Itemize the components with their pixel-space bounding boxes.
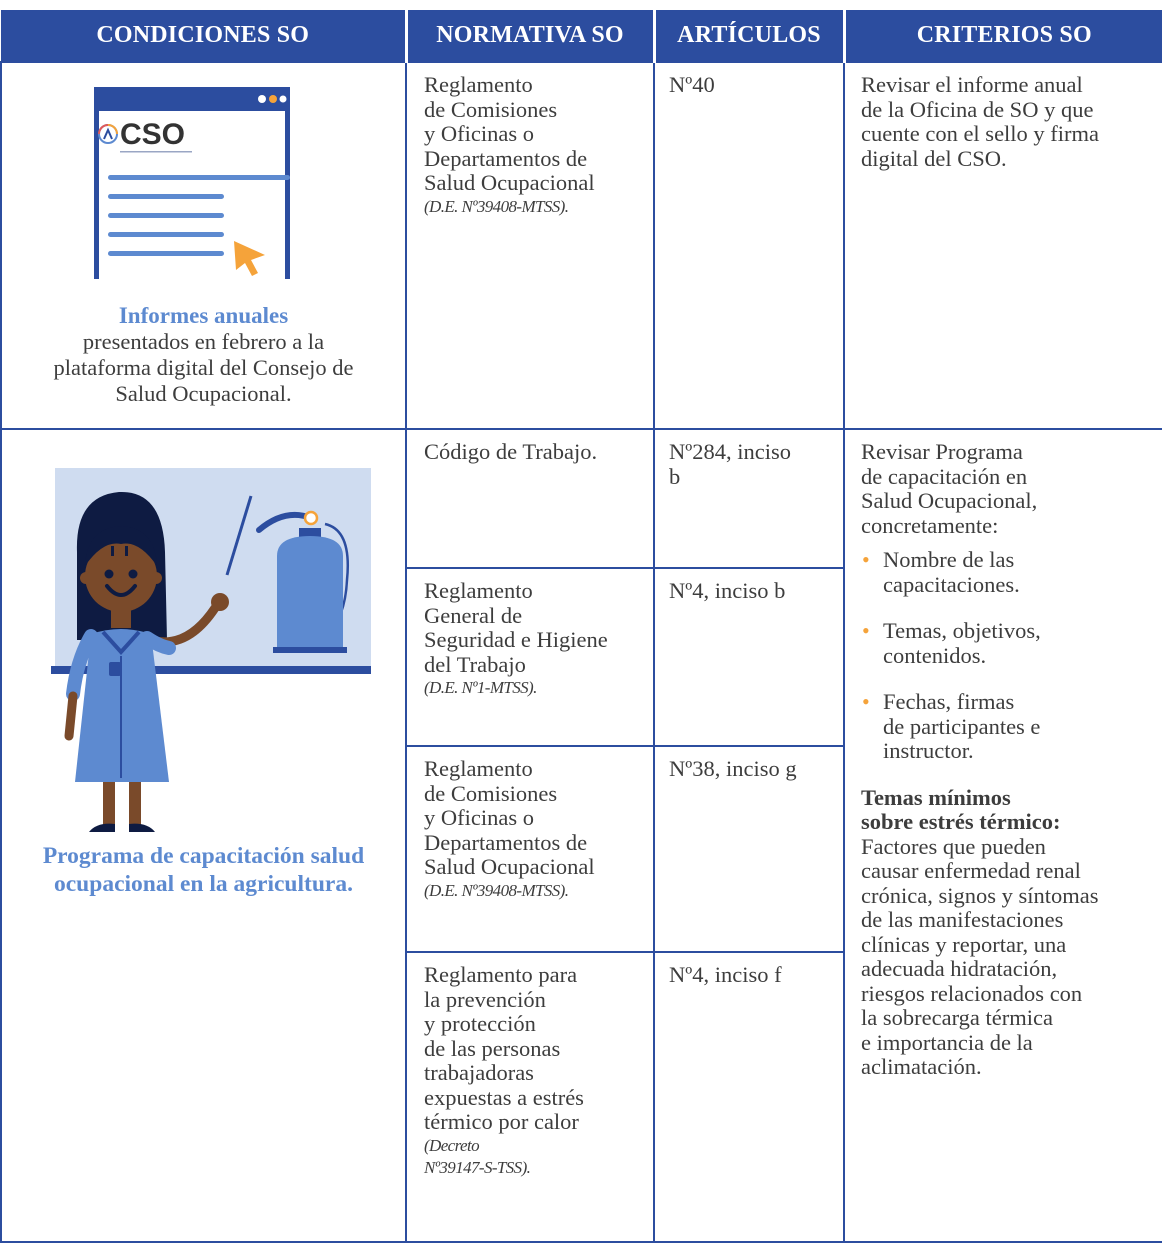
header-condiciones: CONDICIONES SO bbox=[1, 10, 406, 62]
normativa-line: del Trabajo bbox=[424, 651, 526, 677]
normativa-decree: (D.E. Nº39408-MTSS). bbox=[424, 880, 569, 900]
articulo-text: b bbox=[669, 463, 681, 489]
criterio-body bbox=[861, 835, 1150, 1080]
normativa-line: Salud Ocupacional bbox=[424, 170, 595, 195]
body-line: e importancia de la bbox=[861, 1029, 1033, 1055]
criterio-line: digital del CSO. bbox=[861, 145, 1007, 171]
normativa-decree: (D.E. Nº39408-MTSS). bbox=[424, 196, 569, 216]
normativa-line: térmico por calor bbox=[424, 1109, 579, 1134]
header-normativa: NORMATIVA SO bbox=[406, 10, 654, 62]
normativa-cell-capacitacion-3 bbox=[406, 746, 654, 952]
normativa-line: la prevención bbox=[424, 986, 546, 1012]
body-line: riesgos relacionados con bbox=[861, 980, 1083, 1006]
bullet-dot-icon: • bbox=[862, 547, 870, 572]
criterio-line: Salud Ocupacional, bbox=[861, 488, 1038, 513]
body-line: Factores que pueden bbox=[861, 833, 1046, 859]
body-line: crónica, signos y síntomas bbox=[861, 882, 1099, 908]
bullet-dot-icon: • bbox=[862, 689, 870, 714]
browser-window-icon bbox=[82, 87, 308, 279]
normativa-line: y protección bbox=[424, 1011, 536, 1036]
table-row-informes bbox=[1, 62, 1162, 429]
articulo-text: Nº40 bbox=[669, 72, 715, 97]
bullet-line: contenidos. bbox=[883, 642, 987, 668]
requirements-table bbox=[0, 10, 1162, 1243]
normativa-line: expuestas a estrés bbox=[424, 1084, 584, 1110]
criterio-bullet bbox=[861, 690, 1150, 764]
bold-line: sobre estrés térmico: bbox=[861, 809, 1061, 834]
condition-cell-informes bbox=[1, 62, 406, 429]
bullet-line: instructor. bbox=[883, 738, 974, 763]
normativa-line: Salud Ocupacional bbox=[424, 854, 595, 879]
articulo-cell-capacitacion-3 bbox=[654, 746, 844, 952]
criterio-bold-heading bbox=[861, 786, 1150, 835]
criterio-cell-capacitacion bbox=[844, 429, 1162, 1242]
condition-line: plataforma digital del Consejo de bbox=[53, 355, 354, 380]
condition-line: Salud Ocupacional. bbox=[115, 381, 292, 406]
normativa-line: y Oficinas o bbox=[424, 805, 534, 830]
criterio-line: concretamente: bbox=[861, 512, 999, 538]
bullet-line: Nombre de las bbox=[883, 547, 1015, 572]
condition-line: presentados en febrero a la bbox=[82, 329, 325, 354]
articulo-cell-informes bbox=[654, 62, 844, 429]
condition-title-line: Programa de capacitación salud bbox=[42, 843, 365, 869]
criterio-line: de capacitación en bbox=[861, 463, 1028, 489]
header-row bbox=[1, 10, 1162, 62]
bold-line: Temas mínimos bbox=[861, 784, 1011, 810]
articulo-text: Nº284, inciso bbox=[669, 439, 791, 464]
normativa-line: Reglamento bbox=[424, 756, 533, 781]
normativa-cell-capacitacion-2 bbox=[406, 568, 654, 746]
normativa-line: Departamentos de bbox=[424, 829, 588, 855]
normativa-line: Reglamento bbox=[424, 578, 533, 603]
header-articulos: ARTÍCULOS bbox=[654, 10, 844, 62]
condition-cell-capacitacion bbox=[1, 429, 406, 1242]
criterio-line: cuente con el sello y firma bbox=[861, 121, 1100, 146]
normativa-decree: (Decreto bbox=[424, 1135, 479, 1155]
articulo-text: Nº4, inciso f bbox=[669, 962, 782, 987]
normativa-decree: Nº39147-S-TSS). bbox=[424, 1157, 531, 1177]
cso-logo-text: CSO bbox=[120, 118, 186, 151]
normativa-line: Reglamento para bbox=[424, 962, 578, 987]
articulo-cell-capacitacion-4 bbox=[654, 952, 844, 1242]
normativa-line: trabajadoras bbox=[424, 1060, 534, 1085]
articulo-text: Nº4, inciso b bbox=[669, 578, 786, 603]
body-line: aclimatación. bbox=[861, 1054, 982, 1079]
bullet-line: de participantes e bbox=[883, 713, 1041, 739]
criterio-bullet bbox=[861, 548, 1150, 597]
bullet-line: Temas, objetivos, bbox=[883, 618, 1041, 643]
header-criterios: CRITERIOS SO bbox=[844, 10, 1162, 62]
normativa-line: General de bbox=[424, 602, 523, 628]
normativa-decree: (D.E. Nº1-MTSS). bbox=[424, 678, 537, 697]
normativa-cell-capacitacion-1 bbox=[406, 429, 654, 568]
body-line: la sobrecarga térmica bbox=[861, 1005, 1053, 1030]
normativa-cell-capacitacion-4 bbox=[406, 952, 654, 1242]
normativa-line: de las personas bbox=[424, 1035, 561, 1061]
condition-text-informes bbox=[2, 303, 405, 407]
bullet-line: Fechas, firmas bbox=[883, 689, 1015, 714]
normativa-line: Reglamento bbox=[424, 72, 533, 97]
normativa-line: de Comisiones bbox=[424, 96, 558, 122]
body-line: causar enfermedad renal bbox=[861, 858, 1081, 883]
normativa-line: Departamentos de bbox=[424, 145, 588, 171]
criterio-line: de la Oficina de SO y que bbox=[861, 96, 1094, 122]
body-line: clínicas y reportar, una bbox=[861, 931, 1067, 957]
condition-title-line: ocupacional en la agricultura. bbox=[54, 871, 353, 897]
articulo-cell-capacitacion-1 bbox=[654, 429, 844, 568]
condition-title-capacitacion bbox=[2, 842, 405, 898]
criterio-line: Revisar Programa bbox=[861, 439, 1023, 464]
normativa-line: de Comisiones bbox=[424, 780, 558, 806]
criterio-cell-informes bbox=[844, 62, 1162, 429]
normativa-line: y Oficinas o bbox=[424, 121, 534, 146]
criterio-line: Revisar el informe anual bbox=[861, 72, 1083, 97]
articulo-cell-capacitacion-2 bbox=[654, 568, 844, 746]
table-row-capacitacion-1 bbox=[1, 429, 1162, 568]
criterio-bullet-list bbox=[861, 548, 1150, 764]
criterio-bullet bbox=[861, 619, 1150, 668]
bullet-dot-icon: • bbox=[862, 618, 870, 643]
normativa-line: Seguridad e Higiene bbox=[424, 627, 608, 652]
trainer-illustration-icon bbox=[47, 460, 371, 842]
body-line: de las manifestaciones bbox=[861, 907, 1064, 932]
condition-title-informes: Informes anuales bbox=[118, 303, 289, 328]
normativa-line: Código de Trabajo. bbox=[424, 439, 598, 464]
normativa-cell-informes bbox=[406, 62, 654, 429]
bullet-line: capacitaciones. bbox=[883, 571, 1020, 597]
body-line: adecuada hidratación, bbox=[861, 956, 1058, 981]
articulo-text: Nº38, inciso g bbox=[669, 756, 797, 781]
